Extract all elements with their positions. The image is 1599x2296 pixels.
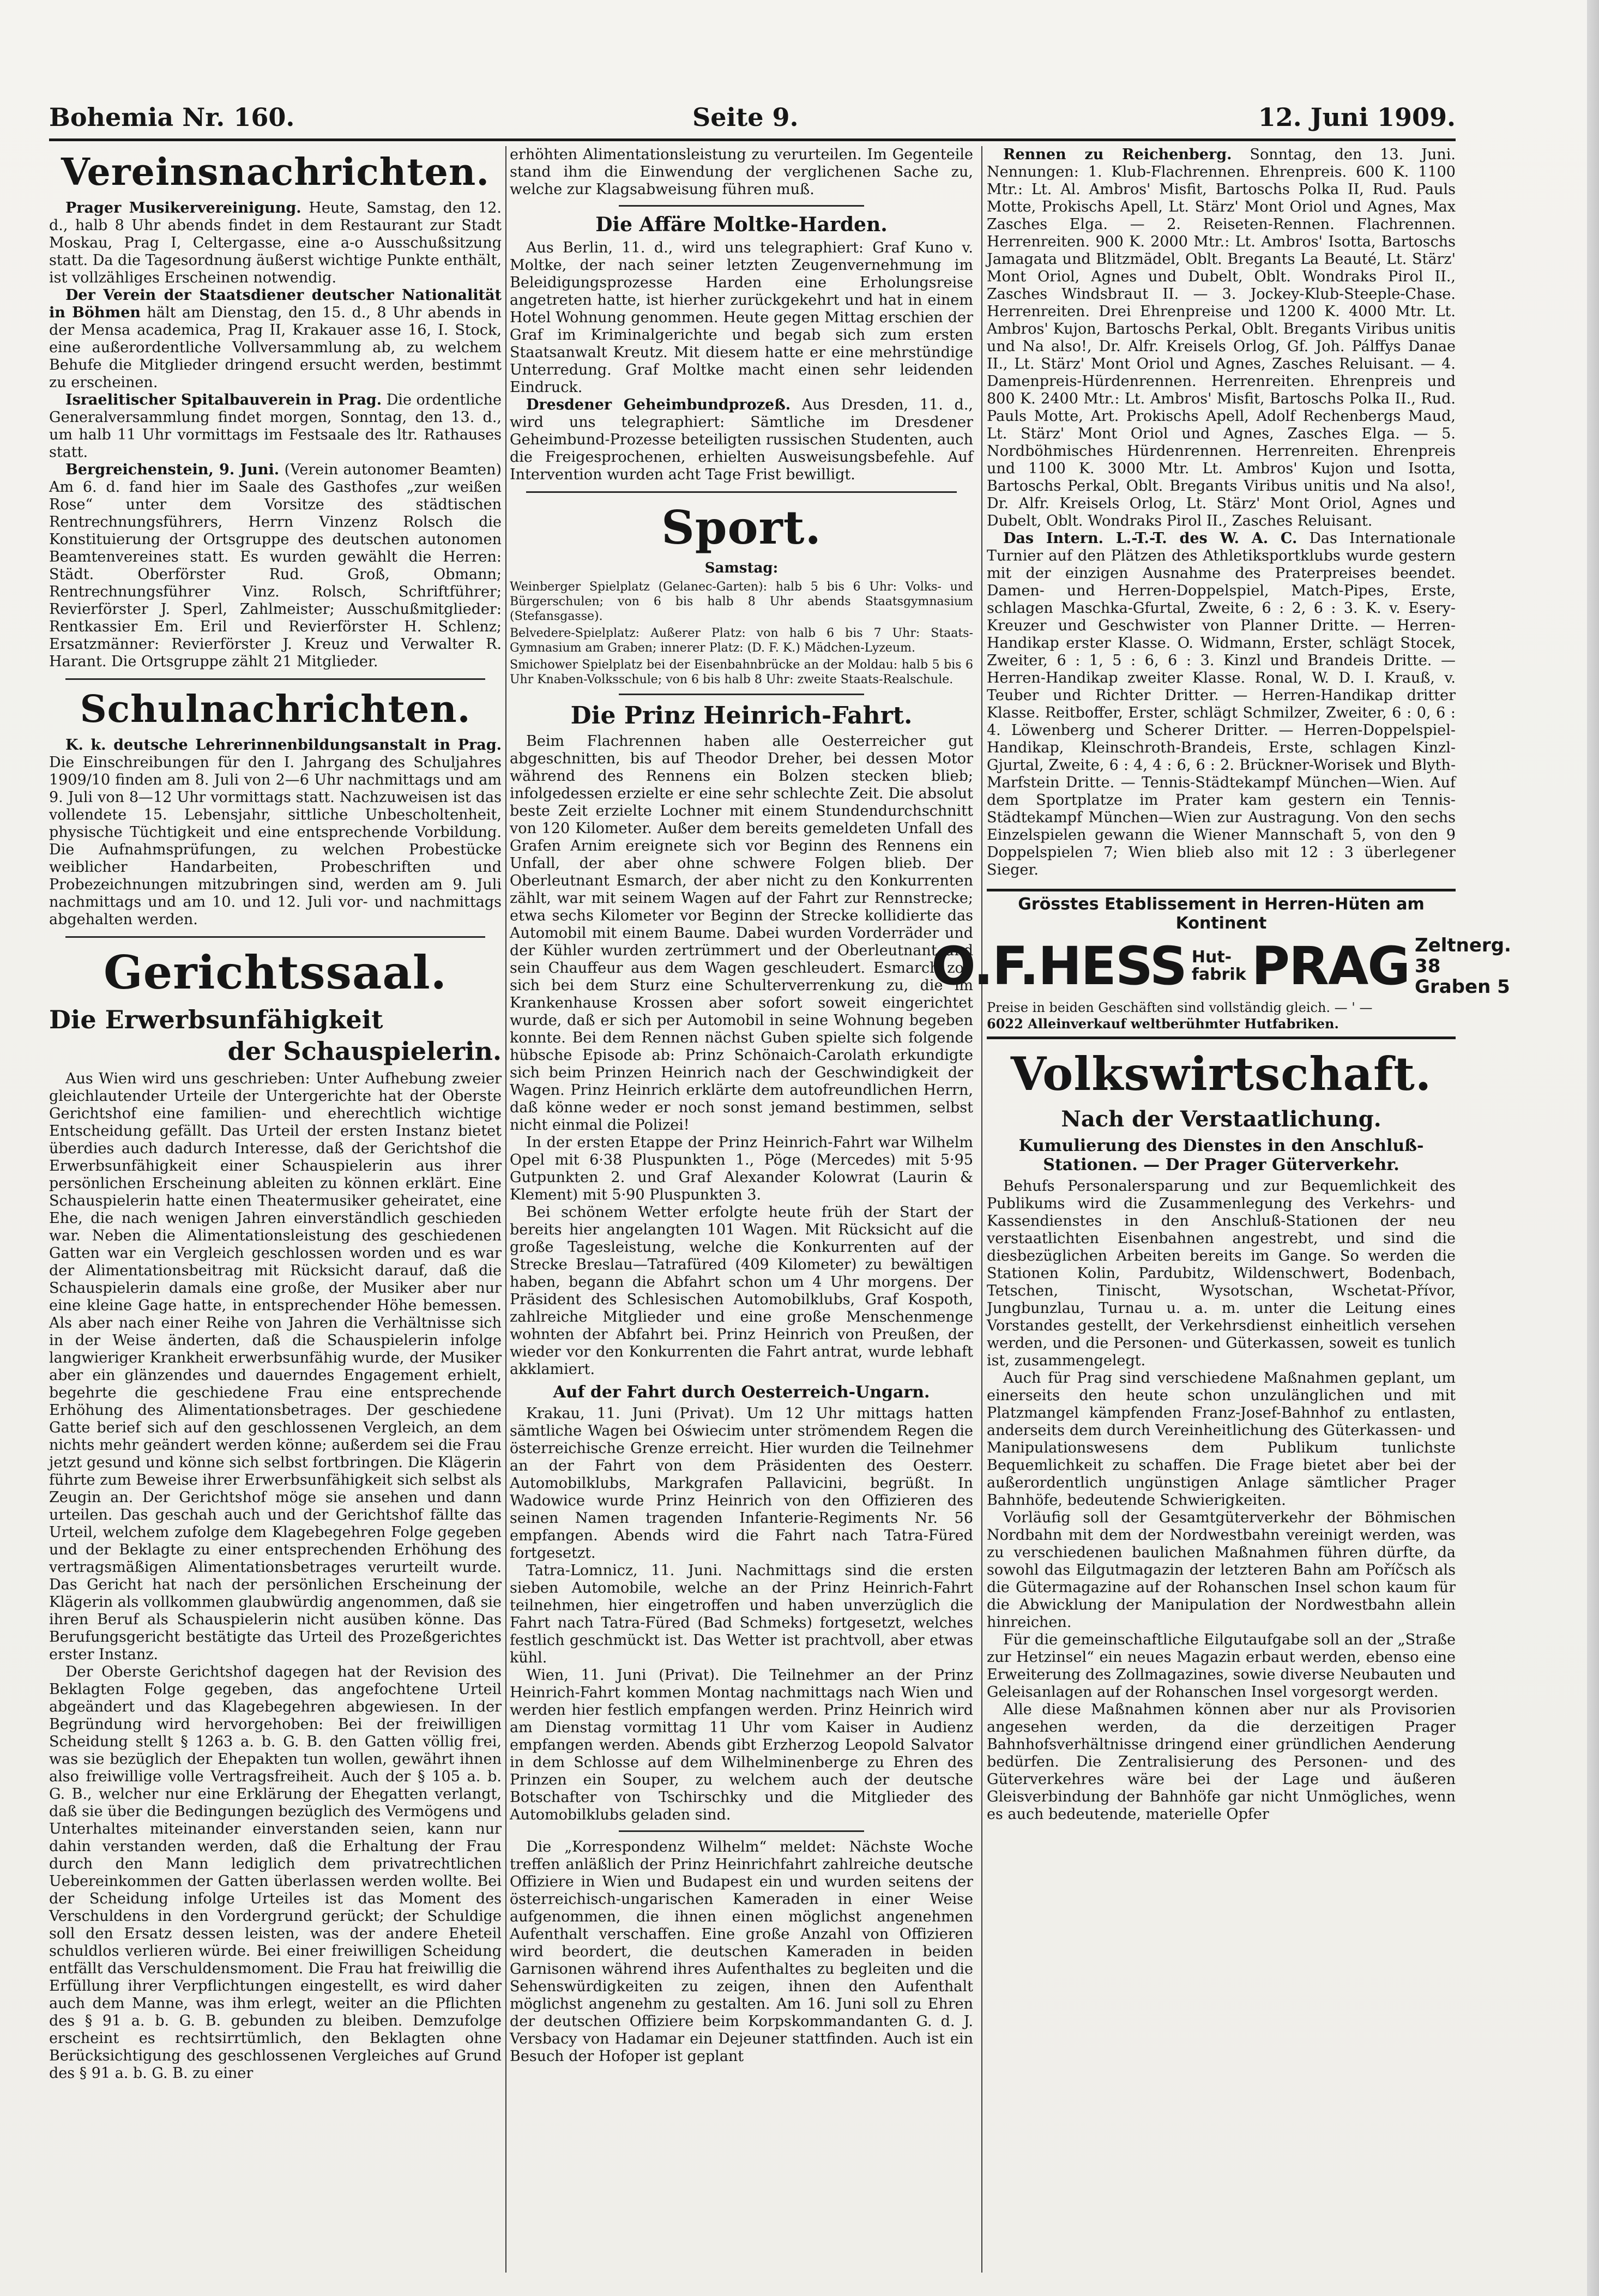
article-paragraph: Beim Flachrennen haben alle Oesterreicher gut abgeschnitten, bis auf Theodor Dreher, bei dessen Motor während des Rennens ein Bolzen stecken blieb; infolgedessen erzielte er eine sehr schlechte Zeit. Die absolut beste Zeit erzielte Lochner mit einem Stundendurchschnitt von 120 Kilometer. Außer dem bereits gemeldeten Unfall des Grafen Arnim ereignete sich vor Beginn des Rennens ein Unfall, der aber ohne schwere Folgen blieb. Der Oberleutnant Esmarch, der aber nicht zu den Konkurrenten zählt, war mit seinem Wagen auf der Fahrt zur Rennstrecke; etwa sechs Kilometer vor Beginn der Strecke kollidierte das Automobil mit einem Baume. Dabei wurden Vorderräder und der Kühler wurden zertrümmert und der Oberleutnant und sein Chauffeur aus dem Wagen geschleudert. Esmarch zog sich bei dem Sturz eine Schulterverrenkung zu, die im Krankenhause Krossen aber sofort soweit eingerichtet wurde, daß er sich per Automobil in seine Wohnung begeben konnte. Bei dem Rennen nächst Guben spielte sich folgende hübsche Episode ab: Prinz Schönaich-Carolath erkundigte sich beim Prinzen Heinrich nach der Geschwindigkeit der Wagen. Prinz Heinrich erklärte dem autofreundlichen Herrn, daß könne weder er noch sonst jemand bestimmen, selbst nicht einmal die Polizei! [510,733,973,1134]
article-paragraph [49,461,502,671]
column-divider [505,146,506,2273]
article-headline: Die Prinz Heinrich-Fahrt. [570,702,913,730]
article-subheadline: Kumulierung des Dienstes in den Anschluß-Stationen. — Der Prager Güterverkehr. [1018,1136,1424,1174]
ad-brand-row [931,935,1511,998]
article-paragraph: Aus Wien wird uns geschrieben: Unter Aufhebung zweier gleichlautender Urteile der Untergerichte hat der Oberste Gerichtshof eine familien- und eherechtlich wichtige Entscheidung gefällt. Das Urteil der ersten Instanz bietet überdies auch dadurch Interesse, daß der Gerichtshof die Erwerbsunfähigkeit einer Schauspielerin aus ihrer persönlichen Erscheinung ableiten zu können erklärt. Eine Schauspielerin hatte einen Theatermusiker geheiratet, eine Ehe, die nach wenigen Jahren einverständlich geschieden war. Neben die Alimentationsleistung des geschiedenen Gatten war ein Vergleich geschlossen worden und es war der Alimentationsbeitrag mit Rücksicht darauf, daß die Schauspielerin damals eine große, der Musiker aber nur eine kleine Gage hatte, in entsprechender Höhe bemessen. Als aber nach einer Reihe von Jahren die Verhältnisse sich in der Weise änderten, daß die Schauspielerin infolge langwieriger Krankheit erwerbsunfähig wurde, der Musiker aber ein glänzendes und dauerndes Engagement erhielt, begehrte die geschiedene Frau eine entsprechende Erhöhung des Alimentationsbetrages. Der geschiedene Gatte berief sich auf den geschlossenen Vergleich, an dem nichts mehr geändert werden könne; außerdem sei die Frau jetzt gesund und könne sich selbst fortbringen. Die Klägerin führte zum Beweise ihrer Erwerbsunfähigkeit sich selbst als Zeugin an. Der Gerichtshof möge sie ansehen und dann urteilen. Das geschah auch und der Gerichtshof fällte das Urteil, welchem zufolge dem Klagebegehren Folge gegeben und der Beklagte zu einer entsprechenden Erhöhung des vertragsmäßigen Alimentationsbetrages verurteilt wurde. Das Gericht hat nach der persönlichen Erscheinung der Klägerin als vollkommen glaubwürdig angenommen, daß sie ihren Beruf als Schauspielerin nicht ausüben könne. Das Berufungsgericht bestätigte das Urteil des Prozeßgerichtes erster Instanz. [49,1070,502,1663]
issue-date: 12. Juni 1909. [1258,103,1456,132]
section-title-vereinsnachrichten: Vereinsnachrichten. [61,150,490,194]
section-rule [619,205,864,207]
article-paragraph: Aus Berlin, 11. d., wird uns telegraphiert: Graf Kuno v. Moltke, der nach seiner letzten Zeugenvernehmung im Beleidigungsprozesse Harden eine Erholungsreise angetreten hatte, ist hierher zurückgekehrt und hat in einem Hotel Wohnung genommen. Heute gegen Mittag erschien der Graf im Kriminalgerichte und begab sich zum ersten Staatsanwalt Kreutz. Mit diesem hatte er eine mehrstündige Unterredung. Graf Moltke macht einen sehr leidenden Eindruck. [510,239,973,396]
page-edge [1587,0,1599,2296]
page-number: Seite 9. [692,103,799,132]
article-text: hält am Dienstag, den 15. d., 8 Uhr abends in der Mensa academica, Prag II, Krakauer asse 16, I. Stock, eine außerordentliche Vollversammlung ab, zu welchem Behufe die Mitglieder dringend ersucht werden, bestimmt zu erscheinen. [49,304,502,391]
article-headline-2: der Schauspielerin. [227,1036,502,1066]
article-text: Die Einschreibungen für den I. Jahrgang des Schuljahres 1909/10 finden am 8. Juli von 2—6 Uhr nachmittags und am 9. Juli von 8—12 Uhr vormittags statt. Nachzuweisen ist das vollendete 15. Lebensjahr, sittliche Unbescholtenheit, physische Tüchtigkeit und eine entsprechende Vorbildung. Die Aufnahmsprüfungen, zu welchen Probestücke weiblicher Handarbeiten, Probeschriften und Probezeichnungen mitzubringen sind, werden am 9. Juli nachmittags und am 10. und 12. Juli vor- und nachmittags abgehalten werden. [49,754,502,928]
section-rule [65,678,485,680]
section-rule [65,936,485,938]
ad-address-2: Graben 5 [1415,976,1510,998]
section-title-schulnachrichten: Schulnachrichten. [80,688,471,731]
header-rule [49,138,1456,141]
article-lead: Dresdener Geheimbundprozeß. [526,396,791,413]
article-text: Das Internationale Turnier auf den Plätzen des Athletiksportklubs wurde gestern mit der einzigen Ausnahme des Praterpreises beendet. Damen- und Herren-Doppelspiel, Match-Pipes, Erste, schlagen Maschka-Gfurtal, Zweite, 6 : 2, 6 : 3. K. v. Esery-Kreuzer und Geschwister von Planner Dritte. — Herren-Handikap erster Klasse. O. Widmann, Erster, schlägt Stocek, Zweiter, 6 : 1, 5 : 6, 6 : 3. Kinzl und Brandeis Dritte. — Herren-Handikap zweiter Klasse. Ronal, W. D. I. Krauß, v. Teuber und Richter Dritter. — Herren-Handikap dritter Klasse. Reitboffer, Erster, schlägt Schmilzer, Zweiter, 6 : 0, 6 : 4. Löwenberg und Scherer Dritter. — Herren-Doppelspiel-Handikap, Kleinschroth-Brandeis, Erste, schlagen Kinzl-Gjurtal, Zweite, 6 : 4, 4 : 6, 6 : 2. Brückner-Worisek und Blyth-Marfstein Dritte. — Tennis-Städtekampf München—Wien. Auf dem Sportplatze im Prater kam gestern ein Tennis-Städtekampf München—Wien zur Austragung. Von den sechs Einzelspielen gewann die Wiener Mannschaft 5, von den 9 Doppelspielen 7; Wien blieb also mit 12 : 3 überlegener Sieger. [987,530,1456,878]
article-paragraph: Krakau, 11. Juni (Privat). Um 12 Uhr mittags hatten sämtliche Wagen bei Oświecim unter strömendem Regen die österreichische Grenze erreicht. Hier wurden die Teilnehmer an der Fahrt von dem Präsidenten des Oesterr. Automobilklubs, Markgrafen Pallavicini, begrüßt. In Wadowice wurde Prinz Heinrich von den Offizieren des seinen Namen tragenden Infanterie-Regiments Nr. 56 empfangen. Abends wird die Fahrt nach Tatra-Füred fortgesetzt. [510,1405,973,1562]
column-2 [510,146,973,2273]
article-headline: Die Affäre Moltke-Harden. [595,213,888,236]
ad-fabrik: fabrik [1191,965,1246,984]
article-headline: Die Erwerbsunfähigkeit [49,1005,383,1034]
schedule-day: Samstag: [704,560,779,576]
article-paragraph [49,737,502,929]
section-rule [619,1830,864,1832]
article-paragraph: Bei schönem Wetter erfolgte heute früh der Start der bereits hier angelangten 101 Wagen. Mit Rücksicht auf die große Tagesleistung, welche die Konkurrenten auf der Strecke Breslau—Tatrafüred (409 Kilometer) zu bewältigen haben, begann die Abfahrt schon um 4 Uhr morgens. Der Präsident des Schlesischen Automobilklubs, Graf Kospoth, zahlreiche Mitglieder und eine große Menschenmenge wohnten der Abfahrt bei. Prinz Heinrich von Preußen, der wieder vor den Konkurrenten die Fahrt antrat, wurde lebhaft akklamiert. [510,1204,973,1378]
article-paragraph: Alle diese Maßnahmen können aber nur als Provisorien angesehen werden, da die derzeitigen Prager Bahnhofsverhältnisse dringend einer gründlichen Aenderung bedürfen. Die Zentralisierung des Personen- und des Güterverkehres wäre bei der Lage und äußeren Gleisverbindung der Bahnhöfe gar nicht Unmögliches, wenn es auch bedeutende, materielle Opfer [987,1701,1456,1823]
article-text: Die ordentliche Generalversammlung findet morgen, Sonntag, den 13. d., um halb 11 Uhr vormittags im Festsaale des ltr. Rathauses statt. [49,391,502,461]
article-text: Heute, Samstag, den 12. d., halb 8 Uhr abends findet in dem Restaurant zur Stadt Moskau, Prag I, Celtergasse, eine a-o Ausschußsitzung statt. Da die Tagesordnung äußerst wichtige Punkte enthält, ist vollzähliges Erscheinen notwendig. [49,200,502,286]
article-paragraph: Die „Korrespondenz Wilhelm“ meldet: Nächste Woche treffen anläßlich der Prinz Heinrichfahrt zahlreiche deutsche Offiziere in Wien und Budapest ein und wurden seitens der österreichisch-ungarischen Kameraden in einer Weise aufgenommen, die ihnen einen möglichst angenehmen Aufenthalt verschaffen. Eine große Anzahl von Offizieren wird beordert, die deutschen Kameraden in beiden Garnisonen während ihres Aufenthaltes zu begleiten und die Sehenswürdigkeiten zu zeigen, ihnen den Aufenthalt möglichst angenehm zu gestalten. Am 16. Juni soll zu Ehren der deutschen Offiziere beim Korpskommandanten G. d. J. Versbacy von Hadamar ein Dejeuner stattfinden. Auch ist ein Besuch der Hofoper ist geplant [510,1839,973,2065]
section-title-volkswirtschaft: Volkswirtschaft. [1010,1047,1432,1101]
article-paragraph: In der ersten Etappe der Prinz Heinrich-Fahrt war Wilhelm Opel mit 6·38 Pluspunkten 1., Pöge (Mercedes) mit 5·95 Gutpunkten 2. und Graf Alexander Kolowrat (Laurin & Klement) mit 5·90 Pluspunkten 3. [510,1134,973,1203]
column-divider [981,146,982,2273]
article-headline: Nach der Verstaatlichung. [1061,1106,1381,1132]
schedule-item: Belvedere-Spielplatz: Außerer Platz: von halb 6 bis 7 Uhr: Staats-Gymnasium am Graben; innerer Platz: (D. F. K.) Mädchen-Lyzeum. [510,626,973,655]
ad-hut: Hut- [1191,948,1232,967]
article-lead: K. k. deutsche Lehrerinnenbildungsanstalt in Prag. [65,737,502,754]
article-lead: Prager Musikervereinigung. [65,200,301,216]
article-lead: Der Verein der Staatsdiener deutscher Nationalität in Böhmen [49,287,502,321]
ad-brand-name: O.F.HESS [931,936,1186,997]
ad-tagline: Grösstes Etablissement in Herren-Hüten am Kontinent [1018,895,1425,933]
article-lead: Rennen zu Reichenberg. [1003,146,1232,163]
advertisement-hess [931,889,1511,1039]
section-title-sport: Sport. [661,501,822,555]
ad-footer: Preise in beiden Geschäften sind vollständig gleich. — ' — [987,1000,1373,1015]
article-paragraph [49,391,502,461]
issue-number: Bohemia Nr. 160. [49,103,295,132]
article-text: Aus Dresden, 11. d., wird uns telegraphiert: Sämtliche im Dresdener Geheimbund-Prozesse beteiligten russischen Studenten, auch die Freigesprochenen, erhielten Ausweisungsbefehle. Auf Intervention wurden acht Tage Frist bewilligt. [510,396,973,483]
page-header [49,103,1456,135]
article-paragraph [987,146,1456,530]
ad-footer-2: 6022 Alleinverkauf weltberühmter Hutfabriken. [987,1016,1339,1032]
article-paragraph: Auch für Prag sind verschiedene Maßnahmen geplant, um einerseits den heute schon unzulänglichen und mit Platzmangel kämpfenden Franz-Josef-Bahnhof zu entlasten, anderseits dem durch Vereinheitlichung des Güterkassen- und Manipulationswesens dem Publikum tunlichste Bequemlichkeit zu schaffen. Die Frage bietet aber bei der außerordentlich ungünstigen Anlage sämtlicher Prager Bahnhöfe, bedeutende Schwierigkeiten. [987,1370,1456,1509]
ad-address-1: Zeltnerg. 38 [1415,935,1511,977]
column-1 [49,146,502,2273]
article-paragraph: Für die gemeinschaftliche Eilgutaufgabe soll an der „Straße zur Hetzinsel“ ein neues Magazin erbaut werden, ebenso eine Erweiterung des Zollmagazines, sowie diverse Neubauten und Geleisanlagen auf der Rohanschen Insel vorgesorgt werden. [987,1631,1456,1701]
article-paragraph: Wien, 11. Juni (Privat). Die Teilnehmer an der Prinz Heinrich-Fahrt kommen Montag nachmittags nach Wien und werden hier festlich empfangen werden. Prinz Heinrich wird am Dienstag vormittag 11 Uhr vom Kaiser in Audienz empfangen werden. Abends gibt Erzherzog Leopold Salvator in dem Schlosse auf dem Wilhelminenberge zu Ehren des Prinzen ein Souper, zu welchem auch der deutsche Botschafter von Tschirschky und die Mitglieder des Automobilklubs geladen sind. [510,1667,973,1823]
article-text: (Verein autonomer Beamten) Am 6. d. fand hier im Saale des Gasthofes „zur weißen Rose“ unter dem Vorsitze des städtischen Rentrechnungsführers, Herrn Vinzenz Rolsch die Konstituierung der Ortsgruppe des deutschen autonomen Beamtenvereines statt. Es wurden gewählt die Herren: Städt. Oberförster Rud. Groß, Obmann; Rentrechnungsführer Vinz. Rolsch, Schriftführer; Revierförster J. Sperl, Zahlmeister; Ausschußmitglieder: Rentkassier Em. Eril und Revierförster H. Schlenz; Ersatzmänner: Revierförster J. Kreuz und Verwalter R. Harant. Die Ortsgruppe zählt 21 Mitglieder. [49,461,502,670]
ad-hutfabrik [1192,949,1246,984]
article-paragraph: Vorläufig soll der Gesamtgüterverkehr der Böhmischen Nordbahn mit dem der Nordwestbahn vereinigt werden, was zu verschiedenen baulichen Maßnahmen führen dürfte, da sowohl das Eilgutmagazin der letzteren Bahn am Poříčsch als die Gütermagazine auf der Rohanschen Insel schon kaum für die Abwicklung der Manipulation der Nordwestbahn allein hinreichen. [987,1509,1456,1631]
article-paragraph: erhöhten Alimentationsleistung zu verurteilen. Im Gegenteile stand ihm die Einwendung der verglichenen Sache zu, welche zur Klagsabweisung führen muß. [510,146,973,198]
article-lead: Das Intern. L.-T.-T. des W. A. C. [1003,530,1298,547]
article-paragraph [987,530,1456,879]
article-lead: Bergreichenstein, 9. Juni. [65,461,280,478]
schedule-item: Smichower Spielplatz bei der Eisenbahnbrücke an der Moldau: halb 5 bis 6 Uhr Knaben-Volksschule; von 6 bis halb 8 Uhr: zweite Staats-Realschule. [510,658,973,686]
article-lead: Israelitischer Spitalbauverein in Prag. [65,391,382,408]
ad-city: PRAG [1251,936,1410,997]
article-paragraph: Der Oberste Gerichtshof dagegen hat der Revision des Beklagten Folge gegeben, das angefochtene Urteil abgeändert und das Klagebegehren abgewiesen. In der Begründung wird hervorgehoben: Bei der freiwilligen Scheidung stellt § 1263 a. b. G. B. den Gatten völlig frei, was sie bezüglich der Ehepakten tun wollen, gewährt ihnen also freiwillige volle Vertragsfreiheit. Auch der § 105 a. b. G. B., welcher nur eine Erklärung der Ehegatten verlangt, daß sie über die Bedingungen bezüglich des Vermögens und Unterhaltes miteinander einverstanden seien, kann nur dahin verstanden werden, daß die Erhaltung der Frau durch den Mann lediglich dem privatrechtlichen Uebereinkommen der Gatten überlassen werden wollte. Bei der Scheidung infolge Urteiles ist das Moment des Verschuldens in den Vordergrund gerückt; der Schuldige soll den Ersatz dessen leisten, was der andere Eheteil schuldlos verlieren würde. Bei einer freiwilligen Scheidung entfällt das Verschuldensmoment. Die Frau hat freiwillig die Erfüllung ihrer Verpflichtungen eingestellt, es wird daher auch dem Manne, was ihm erlegt, weiter an die Pflichten des § 91 a. b. G. B. gebunden zu bleiben. Demzufolge erscheint es rechtsirrtümlich, den Beklagten ohne Berücksichtigung des geschlossenen Vergleiches auf Grund des § 91 a. b. G. B. zu einer [49,1664,502,2082]
section-title-gerichtssaal: Gerichtssaal. [104,945,447,999]
article-paragraph: Tatra-Lomnicz, 11. Juni. Nachmittags sind die ersten sieben Automobile, welche an der Prinz Heinrich-Fahrt teilnehmen, hier eingetroffen und haben unverzüglich die Fahrt nach Tatra-Füred (Bad Schmeks) fortgesetzt, welches festlich geschmückt ist. Das Wetter ist prachtvoll, aber etwas kühl. [510,1562,973,1666]
article-paragraph [49,200,502,287]
section-rule [526,491,957,493]
column-3 [931,146,1511,2273]
article-paragraph [49,287,502,391]
schedule-item: Weinberger Spielplatz (Gelanec-Garten): halb 5 bis 6 Uhr: Volks- und Bürgerschulen; von 6 bis halb 8 Uhr abends Staatsgymnasium (Stefansgasse). [510,580,973,623]
article-paragraph [510,396,973,484]
ad-address [1415,935,1511,997]
article-subheadline: Auf der Fahrt durch Oesterreich-Ungarn. [553,1383,930,1402]
article-paragraph: Behufs Personalersparung und zur Bequemlichkeit des Publikums wird die Zusammenlegung des Verkehrs- und Kassendienstes in den Anschluß-Stationen der neu verstaatlichten Eisenbahnen angestrebt, und sind die diesbezüglichen Arbeiten bereits im Gange. So werden die Stationen Kolin, Pardubitz, Wildenschwert, Bodenbach, Tetschen, Tinischt, Wysotschan, Wschetat-Přívor, Jungbunzlau, Turnau u. a. m. unter die Leitung eines Vorstandes gestellt, der Verkehrsdienst einheitlich versehen werden, und die Personen- und Güterkassen, soweit es tunlich ist, zusammengelegt. [987,1178,1456,1369]
section-rule [619,694,864,695]
article-text: Sonntag, den 13. Juni. Nennungen: 1. Klub-Flachrennen. Ehrenpreis. 600 K. 1100 Mtr.: Lt. Al. Ambros' Misfit, Bartoschs Polka II, Rud. Pauls Motte, Prokischs Apell, Lt. Stärz' Mont Oriol und Agnes, Max Zasches Elga. — 2. Reiseten-Rennen. Flachrennen. Herrenreiten. 900 K. 2000 Mtr.: Lt. Ambros' Isotta, Bartoschs Jamagata und Blitzmädel, Oblt. Bregants La Beauté, Lt. Stärz' Mont Oriol, Agnes und Dubelt, Oblt. Wondraks Pirol II., Zasches Windsbraut II. — 3. Jockey-Klub-Steeple-Chase. Herrenreiten. Drei Ehrenpreise und 1200 K. 4000 Mtr. Lt. Ambros' Kujon, Bartoschs Perkal, Oblt. Bregants Viribus unitis und Na also!, Dr. Alfr. Kreisels Orlog, Gf. Joh. Pálffys Danae II., Lt. Stärz' Mont Oriol und Agnes, Zasches Reluisant. — 4. Damenpreis-Hürdenrennen. Herrenreiten. Ehrenpreis und 800 K. 2400 Mtr.: Lt. Ambros' Misfit, Bartoschs Polka II., Rud. Pauls Motte, Art. Prokischs Apell, Adolf Rechenbergs Maud, Lt. Stärz' Mont Oriol und Agnes, Zasches Elga. — 5. Nordböhmisches Hürdenrennen. Herrenreiten. Ehrenpreis und 1100 K. 3000 Mtr. Lt. Ambros' Kujon und Isotta, Bartoschs Perkal, Oblt. Bregants Viribus unitis und Na also!, Dr. Alfr. Kreisels Orlog, Lt. Stärz' Mont Oriol, Agnes und Dubelt, Oblt. Wondraks Pirol II., Zasches Reluisant. [987,146,1456,529]
